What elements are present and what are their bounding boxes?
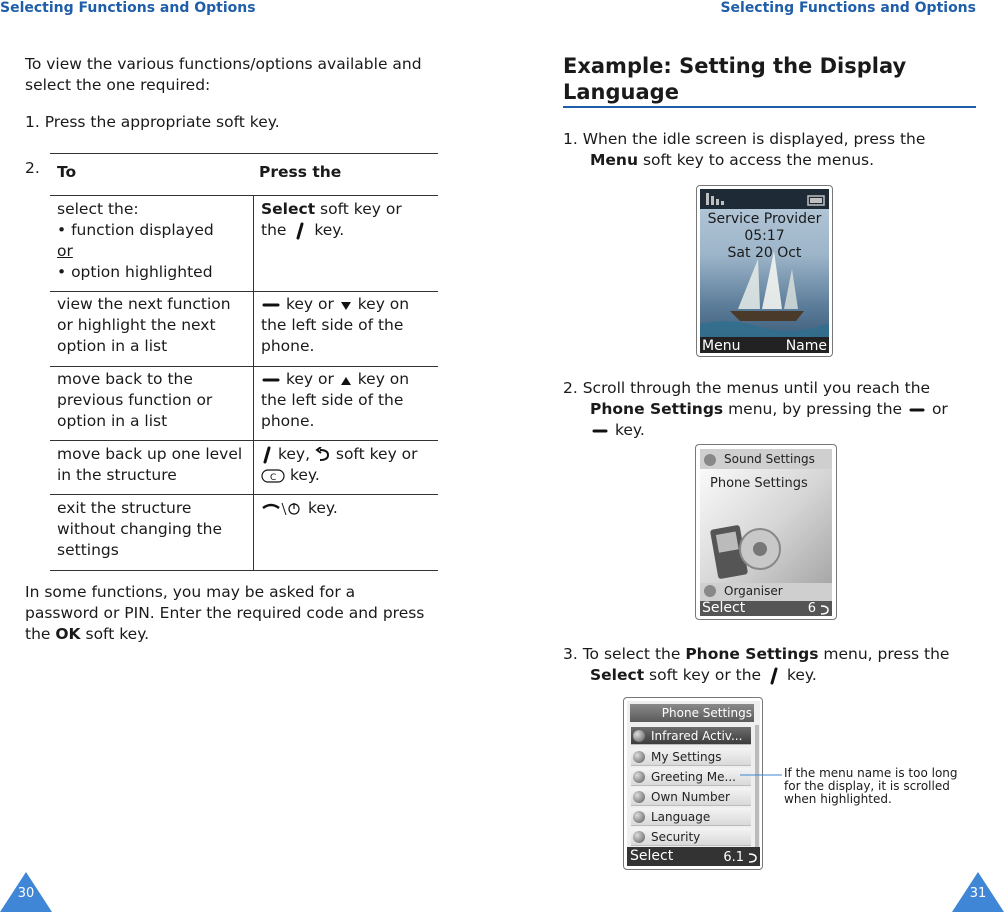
nav-up-key-icon <box>590 424 610 438</box>
table-row-3-to <box>57 369 212 432</box>
list-item[interactable] <box>631 768 751 786</box>
table-row-4-to <box>57 444 242 486</box>
callout-line: If the menu name is too long <box>784 766 958 780</box>
confirm-key-icon <box>766 667 782 685</box>
step-2-instructions <box>563 378 993 441</box>
phone-submenu-screen <box>623 697 763 870</box>
outro-text <box>25 582 445 645</box>
volume-up-icon <box>339 373 353 387</box>
select-soft-key[interactable]: Select <box>630 848 674 864</box>
cell-line: move back to the <box>57 370 193 388</box>
step-line: 2. Scroll through the menus until you reach the <box>563 379 931 397</box>
cell-text: key, <box>277 445 310 463</box>
table-row-1-press <box>261 199 402 241</box>
idle-wallpaper <box>700 189 829 353</box>
menu-bullet-icon <box>633 730 645 742</box>
table-row-2-to <box>57 294 231 357</box>
cell-line: • option highlighted <box>57 263 213 281</box>
menu-bullet-icon <box>633 771 645 783</box>
sound-settings-item[interactable]: Sound Settings <box>724 452 815 466</box>
phone-settings-label: Phone Settings <box>590 400 724 418</box>
step-text: 3. To select the <box>563 645 686 663</box>
volume-down-icon <box>339 298 353 312</box>
select-label: Select <box>261 200 316 218</box>
callout-text <box>784 767 958 806</box>
menu-label: Menu <box>590 151 639 169</box>
idle-info <box>700 211 829 262</box>
confirm-key-icon <box>291 222 309 240</box>
step-1-text: 1. Press the appropriate soft key. <box>25 113 280 131</box>
cell-text: key on <box>357 295 410 313</box>
svg-text:C: C <box>270 472 277 483</box>
organiser-item[interactable]: Organiser <box>724 584 783 598</box>
table-header-to: To <box>57 163 77 181</box>
date-text: Sat 20 Oct <box>727 245 802 261</box>
list-item-label: Infrared Activ... <box>651 729 743 743</box>
list-item-label: Security <box>651 830 701 844</box>
menu-bullet-icon <box>633 751 645 763</box>
submenu-background <box>627 701 760 866</box>
right-page-number: 31 <box>969 886 987 901</box>
step-text: menu, by pressing the <box>723 400 903 418</box>
table-row-2-press <box>261 294 409 357</box>
callout-line: when highlighted. <box>784 792 892 806</box>
step-3-instructions <box>563 644 993 686</box>
right-running-header: Selecting Functions and Options <box>720 0 976 16</box>
title-underline <box>563 106 976 108</box>
left-page-number: 30 <box>17 886 35 901</box>
callout-leader-line <box>740 770 790 780</box>
nav-up-key-icon <box>261 373 281 387</box>
name-soft-key[interactable]: Name <box>785 338 827 353</box>
cell-line: exit the structure <box>57 499 192 517</box>
cell-text: soft key or <box>315 200 402 218</box>
cell-line: phone. <box>261 412 315 430</box>
end-power-key-icon <box>261 501 303 517</box>
cell-line: option in a list <box>57 412 168 430</box>
intro-text: To view the various functions/options available and select the one required: <box>25 55 422 94</box>
cell-line: previous function or <box>57 391 213 409</box>
cell-text: key or <box>285 370 334 388</box>
section-title-line: Example: Setting the Display <box>563 54 907 78</box>
service-provider-text: Service Provider <box>707 211 822 227</box>
menu-bullet-icon <box>633 791 645 803</box>
list-item-label: Own Number <box>651 790 730 804</box>
table-row-rule <box>50 291 438 292</box>
menu-index: 6.1 <box>723 850 744 865</box>
submenu-title-bar: Phone Settings <box>630 704 754 722</box>
outro-text-part: soft key. <box>80 625 150 643</box>
outro-line: In some functions, you may be asked for a <box>25 583 356 601</box>
scrollbar[interactable] <box>755 725 759 847</box>
cell-text: key on <box>357 370 410 388</box>
table-header-press: Press the <box>259 163 342 181</box>
table-row-rule <box>50 440 438 441</box>
step-1-instructions <box>563 129 983 171</box>
list-item-label: Language <box>651 810 711 824</box>
menu-bullet-icon <box>633 811 645 823</box>
table-row-rule <box>50 366 438 367</box>
phone-idle-screen <box>696 185 833 357</box>
list-item[interactable] <box>631 828 751 846</box>
clear-key-icon <box>261 468 285 484</box>
menu-background <box>700 449 832 616</box>
cell-text: key or <box>285 295 334 313</box>
nav-down-key-icon <box>261 298 281 312</box>
cell-text: soft key or <box>335 445 418 463</box>
list-item[interactable] <box>631 788 751 806</box>
cell-line: without changing the <box>57 520 223 538</box>
list-item-label: Greeting Me... <box>651 770 736 784</box>
step-text: menu, press the <box>818 645 950 663</box>
cell-line: select the: <box>57 200 139 218</box>
cell-line: option in a list <box>57 337 168 355</box>
callout-line: for the display, it is scrolled <box>784 779 950 793</box>
section-title <box>563 53 906 105</box>
phone-menu-screen <box>695 444 837 620</box>
list-item[interactable] <box>631 808 751 826</box>
table-bottom-rule <box>50 570 438 571</box>
back-arrow-icon[interactable] <box>818 603 830 615</box>
outro-line: password or PIN. Enter the required code and press <box>25 604 425 622</box>
menu-soft-key[interactable]: Menu <box>702 338 741 353</box>
table-top-rule <box>50 153 438 154</box>
phone-settings-label: Phone Settings <box>685 645 819 663</box>
table-column-divider <box>253 195 254 570</box>
outro-text-part: the <box>25 625 56 643</box>
table-row-5-to <box>57 498 222 561</box>
step-text: soft key or the <box>644 666 762 684</box>
table-row-4-press <box>261 444 418 486</box>
table-header-rule <box>50 195 438 196</box>
list-item-highlighted[interactable] <box>631 727 751 745</box>
cell-line: the left side of the <box>261 316 404 334</box>
step-line: 1. When the idle screen is displayed, press the <box>563 130 926 148</box>
cell-line: the left side of the <box>261 391 404 409</box>
cell-line: move back up one level <box>57 445 243 463</box>
cell-line-or: or <box>57 242 73 260</box>
table-row-5-press <box>261 498 338 519</box>
cell-line: in the structure <box>57 466 177 484</box>
cell-text: key. <box>307 499 338 517</box>
menu-index: 6 <box>807 601 816 616</box>
menu-bullet-icon <box>633 831 645 843</box>
clock-text: 05:17 <box>744 228 785 244</box>
table-row-1-to <box>57 199 214 283</box>
cell-text: key. <box>289 466 320 484</box>
step-text: or <box>931 400 948 418</box>
select-label: Select <box>590 666 645 684</box>
back-arrow-icon[interactable] <box>746 851 758 863</box>
select-soft-key[interactable]: Select <box>702 600 746 616</box>
section-title-line: Language <box>563 80 679 104</box>
phone-settings-title: Phone Settings <box>710 476 808 491</box>
step-text: soft key to access the menus. <box>638 151 875 169</box>
step-text: key. <box>614 421 645 439</box>
cell-line: view the next function <box>57 295 231 313</box>
ok-label: OK <box>55 625 81 643</box>
cell-line: • function displayed <box>57 221 214 239</box>
cell-line: phone. <box>261 337 315 355</box>
list-item-label: My Settings <box>651 750 722 764</box>
cell-text: key. <box>314 221 345 239</box>
cell-line: settings <box>57 541 119 559</box>
step-2-number: 2. <box>25 159 40 177</box>
nav-down-key-icon <box>907 403 927 417</box>
cell-line: or highlight the next <box>57 316 216 334</box>
left-soft-key-icon <box>261 446 273 464</box>
table-row-3-press <box>261 369 409 432</box>
step-text: key. <box>786 666 817 684</box>
cell-text: the <box>261 221 287 239</box>
table-row-rule <box>50 494 438 495</box>
left-running-header: Selecting Functions and Options <box>0 0 256 16</box>
back-arrow-icon <box>315 447 331 463</box>
list-item[interactable] <box>631 748 751 766</box>
